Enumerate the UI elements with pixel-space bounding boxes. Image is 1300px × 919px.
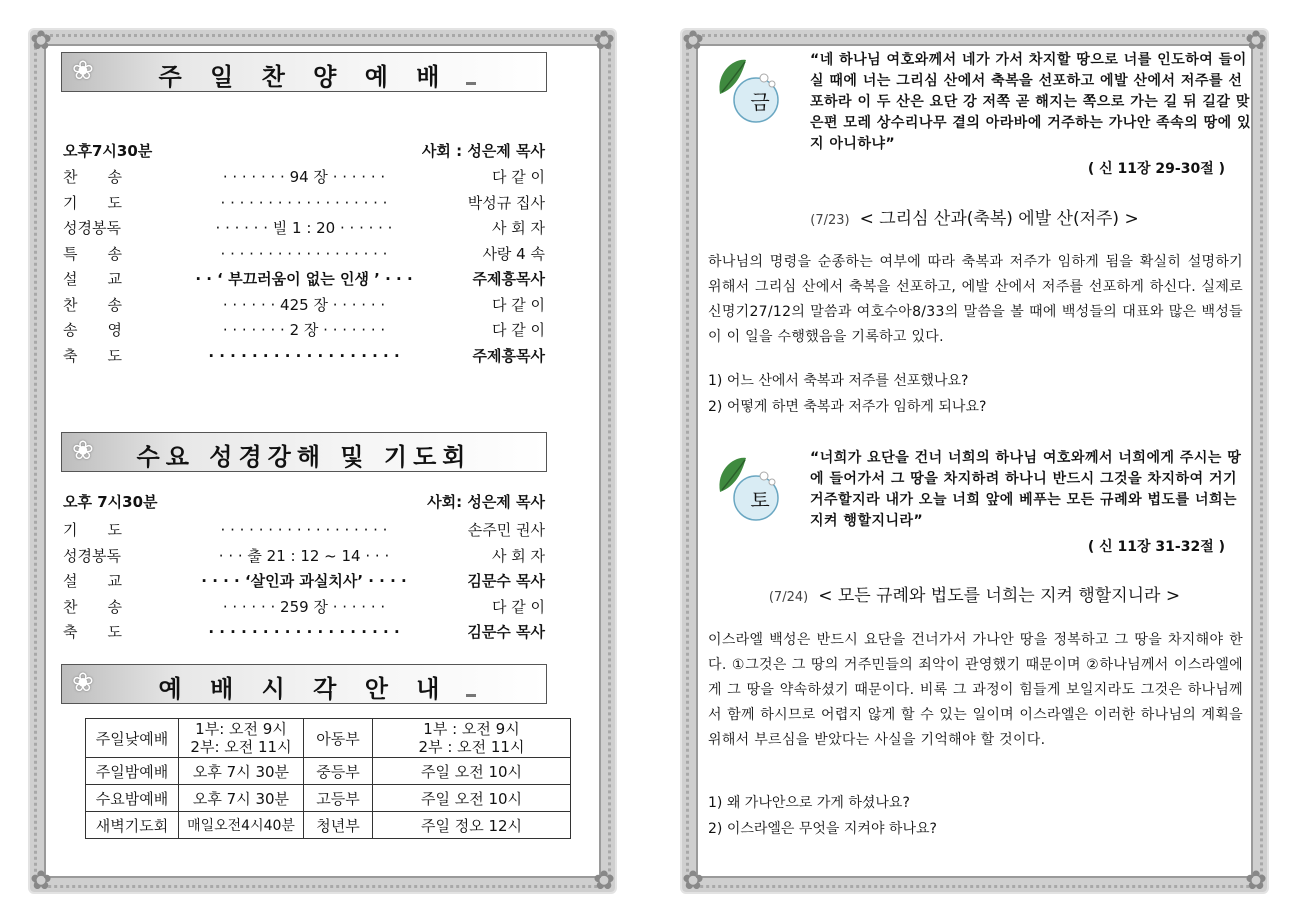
service-item-label: 특 송: [63, 244, 122, 263]
day-badge: 토: [750, 488, 770, 512]
order-of-service-row: [63, 217, 545, 239]
service-item-detail: · · · · · · 빌 1 : 20 · · · · · ·: [215, 219, 393, 237]
service-item-leader: 김문수 목사: [467, 572, 545, 590]
service-item-leader: 주제흥목사: [472, 270, 545, 288]
service-item-label: 기 도: [63, 193, 122, 212]
service-item-label: 설 교: [63, 270, 122, 288]
sunday-header-row: [63, 140, 545, 162]
service-item-detail: · · · · · · · · · · · · · · · · · ·: [208, 623, 400, 641]
scripture-verse: “네 하나님 여호와께서 네가 가서 차지할 땅으로 너를 인도하여 들이실 때에 너는 그리심 산에서 축복을 선포하고 에발 산에서 저주를 선포하라 이 두 산은 요단 강 저쪽 곧 해지는 쪽으로 가는 길 뒤 길갈 맞은편 모레 상수리나무 곁의 아라바에 거주하는 가나안 족속의 땅에 있지 아니하냐”: [810, 52, 1252, 152]
service-item-detail: · · · · · · · 2 장 · · · · · · ·: [222, 321, 386, 339]
order-of-service-row: [63, 268, 545, 290]
order-of-service-row: [63, 166, 545, 188]
service-item-label: 찬 송: [63, 597, 122, 616]
service-time: 오후7시30분: [63, 142, 153, 160]
service-item-detail: · · · · · · 425 장 · · · · · ·: [222, 295, 386, 314]
service-item-leader: 다 같 이: [491, 597, 545, 616]
order-of-service-row: [63, 570, 545, 592]
service-item-detail: · · · · · · · · · · · · · · · · · ·: [220, 244, 388, 263]
scripture-reference: ( 신 11장 29-30절 ): [1087, 161, 1225, 177]
wednesday-header-row: [63, 491, 545, 513]
day-badge: 금: [750, 90, 770, 114]
table-row: [86, 719, 571, 758]
question-item: 1) 어느 산에서 축복과 저주를 선포했나요?: [708, 373, 969, 389]
flower-corner-icon: ✿: [1245, 26, 1267, 56]
table-cell: 주일낮예배: [86, 719, 179, 758]
table-cell: 아동부: [304, 719, 373, 758]
service-item-label: 축 도: [63, 623, 122, 641]
service-item-detail: · · · · · · · · · · · · · · · · · ·: [220, 521, 388, 539]
service-item-leader: 사 회 자: [491, 219, 545, 237]
service-item-detail: · · · 출 21 : 12 ~ 14 · · ·: [218, 546, 390, 565]
service-item-label: 기 도: [63, 521, 122, 539]
service-item-leader: 다 같 이: [491, 168, 545, 186]
order-of-service-row: [63, 345, 545, 367]
service-item-detail: · · · · · · · 94 장 · · · · · ·: [222, 168, 386, 186]
order-of-service-row: [63, 319, 545, 341]
schedule-banner: [61, 664, 547, 704]
order-of-service-row: [63, 294, 545, 316]
service-item-leader: 사랑 4 속: [482, 244, 545, 263]
sunday-service-banner: [61, 52, 547, 92]
service-item-leader: 다 같 이: [491, 295, 545, 314]
order-of-service-row: [63, 621, 545, 643]
service-item-detail: · · · · · · 259 장 · · · · · ·: [222, 597, 386, 616]
service-item-label: 송 영: [63, 321, 122, 339]
table-cell: 1부 : 오전 9시 2부 : 오전 11시: [373, 719, 571, 758]
banner-title: 예 배 시 각 안 내: [158, 675, 450, 703]
service-item-leader: 다 같 이: [491, 321, 545, 339]
table-cell: 1부: 오전 9시 2부: 오전 11시: [179, 719, 304, 758]
heading-date: (7/23): [810, 213, 850, 228]
service-item-detail: · · · · ‘살인과 과실치사’ · · · ·: [201, 572, 407, 590]
heading-date: (7/24): [768, 590, 809, 605]
order-of-service-row: [63, 596, 545, 618]
service-item-detail: · · · · · · · · · · · · · · · · · ·: [208, 346, 400, 365]
flower-corner-icon: ✿: [30, 26, 52, 56]
service-time: 오후 7시30분: [63, 493, 158, 511]
banner-title: 주 일 찬 양 예 배: [158, 63, 450, 91]
table-row: 주일밤예배 오후 7시 30분 중등부 주일 오전 10시: [86, 758, 571, 785]
section-heading: (7/24) < 모든 규례와 법도를 너희는 지켜 행할지니라 >: [768, 586, 1181, 606]
flower-corner-icon: ✿: [682, 866, 704, 896]
service-item-detail: · · · · · · · · · · · · · · · · · ·: [220, 193, 388, 212]
order-of-service-row: [63, 243, 545, 265]
service-item-label: 성경봉독: [63, 219, 121, 237]
flower-corner-icon: ✿: [30, 866, 52, 896]
flower-corner-icon: ✿: [682, 26, 704, 56]
order-of-service-row: [63, 519, 545, 541]
service-host: 사회 : 성은제 목사: [421, 142, 545, 160]
section-heading: (7/23) < 그리심 산과(축복) 에발 산(저주) >: [810, 209, 1139, 229]
table-row: 새벽기도회 매일오전4시40분 청년부 주일 정오 12시: [86, 812, 571, 839]
service-item-leader: 박성규 집사: [467, 193, 545, 212]
daisy-icon: ❀: [72, 436, 94, 466]
service-host: 사회: 성은제 목사: [427, 493, 545, 511]
banner-title: 수요 성경강해 및 기도회: [136, 443, 472, 471]
table-row: 수요밤예배 오후 7시 30분 고등부 주일 오전 10시: [86, 785, 571, 812]
flower-corner-icon: ✿: [593, 26, 615, 56]
service-item-leader: 주제흥목사: [472, 346, 545, 365]
service-item-label: 찬 송: [63, 168, 122, 186]
service-item-leader: 김문수 목사: [467, 623, 545, 641]
scripture-reference: ( 신 11장 31-32절 ): [1087, 539, 1225, 555]
service-item-label: 설 교: [63, 572, 122, 590]
question-item: 2) 이스라엘은 무엇을 지켜야 하나요?: [708, 821, 937, 837]
commentary-paragraph: 하나님의 명령을 순종하는 여부에 따라 축복과 저주가 임하게 됨을 확실히 설명하기 위해서 그리심 산에서 축복을 선포하고, 에발 산에서 저주를 선포하게 하신다. 실제로 신명기27/12의 말씀과 여호수아8/33의 말씀을 볼 때에 백성들의 대표와 많은 백성들이 이 일을 수행했음을 기록하고 있다.: [708, 254, 1243, 345]
service-item-detail: · · ‘ 부끄러움이 없는 인생 ’ · · ·: [195, 270, 413, 288]
question-item: 1) 왜 가나안으로 가게 하셨나요?: [708, 795, 910, 811]
commentary-paragraph: 이스라엘 백성은 반드시 요단을 건너가서 가나안 땅을 정복하고 그 땅을 차지해야 한다. ①그것은 그 땅의 거주민들의 죄악이 관영했기 때문이며 ②하나님께서 이스라엘에게 그 땅을 약속하셨기 때문이다. 비록 그 과정이 힘들게 보일지라도 그것은 하나님께서 함께 하시므로 어렵지 않게 할 수 있는 일이며 이스라엘은 이러한 하나님의 계획을 위해서 부르심을 받았다는 사실을 기억해야 할 것이다.: [708, 632, 1243, 748]
service-item-label: 찬 송: [63, 295, 122, 314]
order-of-service-row: [63, 192, 545, 214]
question-item: 2) 어떻게 하면 축복과 저주가 임하게 되나요?: [708, 399, 987, 415]
wednesday-service-banner: [61, 432, 547, 472]
daisy-icon: ❀: [72, 56, 94, 86]
service-item-label: 성경봉독: [63, 546, 121, 565]
flower-corner-icon: ✿: [593, 866, 615, 896]
daisy-icon: ❀: [72, 668, 94, 698]
flower-corner-icon: ✿: [1245, 866, 1267, 896]
service-schedule-table: [85, 718, 571, 839]
right-page: [682, 26, 1267, 896]
order-of-service-row: [63, 545, 545, 567]
scripture-verse: “너희가 요단을 건너 너희의 하나님 여호와께서 너희에게 주시는 땅에 들어가서 그 땅을 차지하려 하나니 반드시 그것을 차지하여 거기 거주할지라 내가 오늘 너희 앞에 베푸는 모든 규례와 법도를 너희는 지켜 행할지니라”: [810, 450, 1242, 529]
service-item-leader: 손주민 권사: [467, 521, 545, 539]
left-page: [30, 26, 615, 896]
service-item-leader: 사 회 자: [491, 546, 545, 565]
service-item-label: 축 도: [63, 346, 122, 365]
